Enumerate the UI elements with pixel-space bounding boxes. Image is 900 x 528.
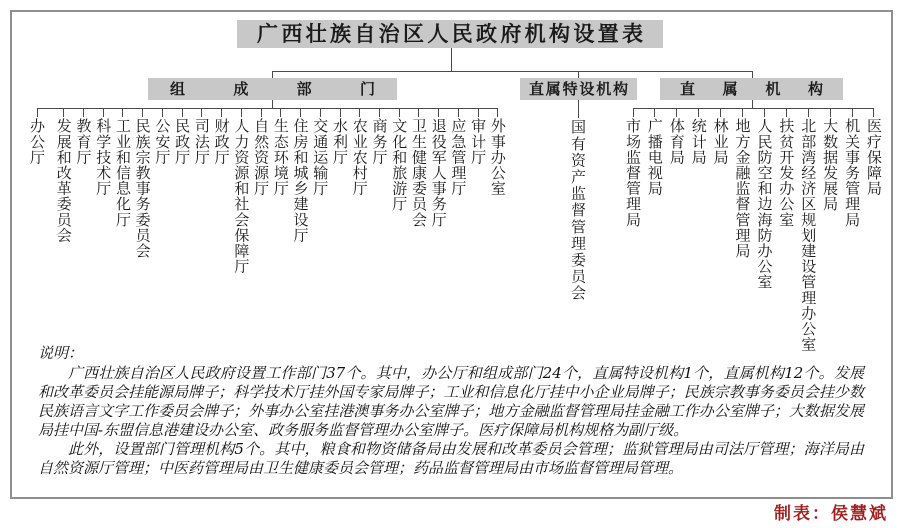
- department-column: [778, 108, 794, 227]
- department-label: 退役军人事务厅: [429, 118, 448, 228]
- department-label: 文化和旅游厅: [390, 118, 409, 212]
- branch-zhishu-departments: [625, 108, 882, 352]
- department-column: [411, 108, 427, 227]
- department-column: [470, 108, 486, 165]
- department-label: 工业和信息化厅: [113, 118, 132, 228]
- department-label: 医疗保障局: [864, 118, 883, 196]
- department-label: 生态环境厅: [271, 118, 290, 196]
- department-column: [647, 108, 663, 196]
- chart-title: 广西壮族自治区人民政府机构设置表: [237, 20, 663, 48]
- notes-paragraph-1: 广西壮族自治区人民政府设置工作部门37个。其中，办公厅和组成部门24个，直属特设机构1个，直属机构12个。发展和改革委员会挂能源局牌子；科学技术厅挂外国专家局牌子；工业和信息化厅挂中小企业局牌子；民族宗教事务委员会挂少数民族语言文字工作委员会牌子；外事办公室挂港澳事务办公室牌子；地方金融监督管理局挂金融工作办公室牌子；大数据发展局挂中国-东盟信息港建设办公室、政务服务监督管理办公室牌子。医疗保障局机构规格为副厅级。: [38, 364, 864, 439]
- department-column: [866, 108, 882, 196]
- connector-tick: [241, 108, 242, 117]
- connector-tick: [720, 108, 721, 117]
- department-column: [293, 108, 309, 243]
- department-column: [332, 108, 348, 165]
- connector-tick: [359, 108, 360, 117]
- connector-tick: [261, 108, 262, 117]
- connector-tick: [438, 108, 439, 117]
- branch-zucheng-departments: [29, 108, 506, 274]
- connector-tick: [340, 108, 341, 117]
- department-label: 北部湾经济区规划建设管理办公室: [799, 118, 818, 352]
- notes-paragraph-2: 此外，设置部门管理机构5个。其中，粮食和物资储备局由发展和改革委员会管理；监狱管理局由司法厅管理；海洋局由自然资源厅管理；中医药管理局由卫生健康委员会管理；药品监督管理局由市场监督管理局管理。: [38, 440, 864, 477]
- department-label: 科学技术厅: [94, 118, 113, 196]
- connector-drop-zhishu: [752, 71, 753, 78]
- department-column: [391, 108, 407, 212]
- connector-tick: [122, 108, 123, 117]
- connector-tick: [852, 108, 853, 117]
- connector-tick: [633, 108, 634, 117]
- department-label: 发展和改革委员会: [54, 118, 73, 243]
- connector-tick: [418, 108, 419, 117]
- connector-title-stub: [451, 48, 452, 71]
- department-label: 机关事务管理局: [843, 118, 862, 228]
- department-column: [253, 108, 269, 196]
- department-column: [669, 108, 685, 165]
- department-column: [822, 108, 838, 212]
- connector-stub-teshe: [578, 100, 579, 118]
- department-label: 民族宗教事务委员会: [133, 118, 152, 259]
- department-label: 大数据发展局: [821, 118, 840, 212]
- department-column: [570, 118, 586, 302]
- credit-text: 制表：侯慧斌: [774, 504, 888, 524]
- department-column: [233, 108, 249, 274]
- department-label: 人民防空和边海防办公室: [755, 118, 774, 290]
- connector-tick: [676, 108, 677, 117]
- department-column: [194, 108, 210, 165]
- connector-tick: [873, 108, 874, 117]
- connector-tick: [786, 108, 787, 117]
- department-label: 民政厅: [173, 118, 192, 165]
- connector-tick: [808, 108, 809, 117]
- connector-tick: [742, 108, 743, 117]
- branch-header-zhishu: 直属机构: [660, 78, 843, 100]
- notes-heading: 说明：: [38, 344, 84, 362]
- connector-tick: [300, 108, 301, 117]
- connector-stub-zhishu: [752, 100, 753, 108]
- department-column: [713, 108, 729, 165]
- connector-tick: [497, 108, 498, 117]
- branch-teshe-departments: [570, 118, 586, 302]
- connector-tick: [458, 108, 459, 117]
- department-label: 财政厅: [212, 118, 231, 165]
- department-label: 住房和城乡建设厅: [291, 118, 310, 243]
- department-column: [735, 108, 751, 258]
- department-column: [154, 108, 170, 165]
- department-column: [450, 108, 466, 196]
- department-column: [431, 108, 447, 227]
- connector-drop-zucheng: [272, 71, 273, 78]
- department-label: 扶贫开发办公室: [777, 118, 796, 228]
- connector-tick: [37, 108, 38, 117]
- connector-stub-zucheng: [272, 100, 273, 108]
- department-column: [756, 108, 772, 290]
- department-column: [75, 108, 91, 165]
- branch-header-teshe: 直属特设机构: [520, 78, 637, 100]
- connector-tick: [399, 108, 400, 117]
- connector-tick: [478, 108, 479, 117]
- department-column: [691, 108, 707, 165]
- connector-tick: [698, 108, 699, 117]
- department-label: 办公厅: [28, 118, 46, 165]
- department-label: 外事办公室: [488, 118, 507, 196]
- department-label: 农业农村厅: [350, 118, 369, 196]
- department-label: 林业局: [711, 118, 730, 165]
- department-column: [56, 108, 72, 243]
- department-column: [29, 108, 45, 165]
- connector-tick: [83, 108, 84, 117]
- department-column: [352, 108, 368, 196]
- connector-tick: [201, 108, 202, 117]
- department-column: [371, 108, 387, 165]
- department-label: 统计局: [689, 118, 708, 165]
- department-column: [490, 108, 506, 196]
- connector-tick: [320, 108, 321, 117]
- department-column: [312, 108, 328, 196]
- department-label: 地方金融监督管理局: [733, 118, 752, 259]
- department-label: 体育局: [667, 118, 686, 165]
- connector-tick: [280, 108, 281, 117]
- connector-tick: [142, 108, 143, 117]
- department-label: 广播电视局: [645, 118, 664, 196]
- department-column: [214, 108, 230, 165]
- department-label: 公安厅: [153, 118, 172, 165]
- department-column: [625, 108, 641, 227]
- department-label: 教育厅: [74, 118, 93, 165]
- connector-tick: [63, 108, 64, 117]
- department-label: 市场监督管理局: [624, 118, 642, 228]
- department-column: [174, 108, 190, 165]
- department-column: [95, 108, 111, 196]
- connector-tick: [379, 108, 380, 117]
- department-column: [800, 108, 816, 352]
- connector-main-horizontal: [272, 71, 753, 72]
- department-label: 自然资源厅: [252, 118, 271, 196]
- connector-tick: [764, 108, 765, 117]
- department-label: 人力资源和社会保障厅: [232, 118, 251, 274]
- department-column: [135, 108, 151, 258]
- department-label: 应急管理厅: [449, 118, 468, 196]
- department-label: 交通运输厅: [311, 118, 330, 196]
- connector-tick: [221, 108, 222, 117]
- branch-header-zucheng: 组成部门: [148, 78, 397, 100]
- department-label: 审计厅: [469, 118, 488, 165]
- connector-tick: [162, 108, 163, 117]
- department-label: 商务厅: [370, 118, 389, 165]
- department-label: 水利厅: [331, 118, 350, 165]
- connector-tick: [830, 108, 831, 117]
- connector-tick: [103, 108, 104, 117]
- department-label: 卫生健康委员会: [409, 118, 428, 228]
- department-column: [273, 108, 289, 196]
- department-label: 国有资产监督管理委员会: [569, 119, 587, 302]
- notes-block: [38, 344, 864, 478]
- department-label: 司法厅: [192, 118, 211, 165]
- connector-drop-teshe: [578, 71, 579, 78]
- department-column: [844, 108, 860, 227]
- connector-tick: [654, 108, 655, 117]
- connector-tick: [182, 108, 183, 117]
- department-column: [115, 108, 131, 227]
